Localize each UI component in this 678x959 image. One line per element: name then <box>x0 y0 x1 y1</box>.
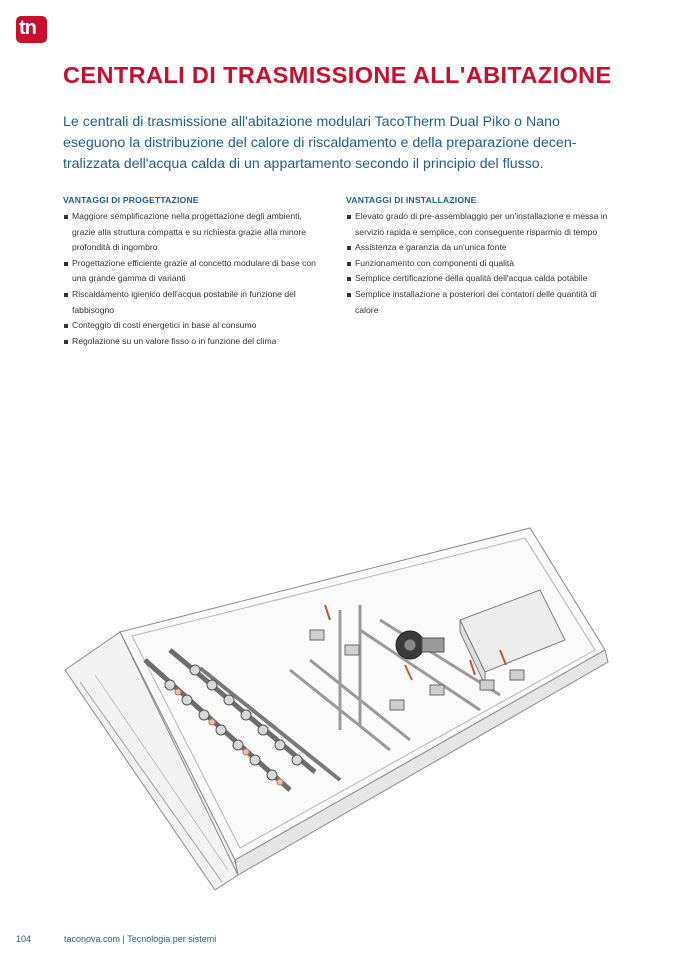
page-number: 104 <box>16 934 32 944</box>
list-item: Semplice installazione a posteriori dei contatori delle quantità di calore <box>346 287 614 318</box>
list-item: Funzionamento con componenti di qualità <box>346 256 614 272</box>
installation-advantages <box>346 195 614 318</box>
list-item: Assistenza e garanzia da un'unica fonte <box>346 240 614 256</box>
installation-heading: VANTAGGI DI INSTALLAZIONE <box>346 195 477 205</box>
planning-advantages <box>63 195 325 349</box>
footer-site: taconova.com | Tecnologia per sistemi <box>64 934 217 944</box>
brand-logo <box>16 16 47 43</box>
intro-paragraph: Le centrali di trasmissione all'abitazione modulari TacoTherm Dual Piko o Nano eseguono la distribuzione del calore di riscaldamento e della preparazione decen-tralizzata dell'acqua calda di un appartamento secondo il principio del flusso. <box>63 114 577 172</box>
list-item: Regolazione su un valore fisso o in funzione del clima <box>63 334 325 350</box>
installation-list <box>346 209 614 318</box>
list-item: Maggiore semplificazione nella progettazione degli ambienti, grazie alla struttura compatta e su richiesta grazie alla minore profondità di ingombro <box>63 209 325 256</box>
list-item: Riscaldamento igienico dell'acqua postabile in funzione del fabbisogno <box>63 287 325 318</box>
planning-list <box>63 209 325 349</box>
page-title: CENTRALI DI TRASMISSIONE ALL'ABITAZIONE <box>63 62 612 88</box>
list-item: Progettazione efficiente grazie al concetto modulare di base con una grande gamma di varianti <box>63 256 325 287</box>
heat-interface-unit-illustration <box>60 510 620 900</box>
logo-text: tn <box>19 17 36 39</box>
planning-heading: VANTAGGI DI PROGETTAZIONE <box>63 195 199 205</box>
list-item: Elevato grado di pre-assemblaggio per un'installazione e messa in servizio rapida e semplice, con conseguente risparmio di tempo <box>346 209 614 240</box>
list-item: Semplice certificazione della qualità dell'acqua calda potabile <box>346 271 614 287</box>
list-item: Conteggio di costi energetici in base al consumo <box>63 318 325 334</box>
